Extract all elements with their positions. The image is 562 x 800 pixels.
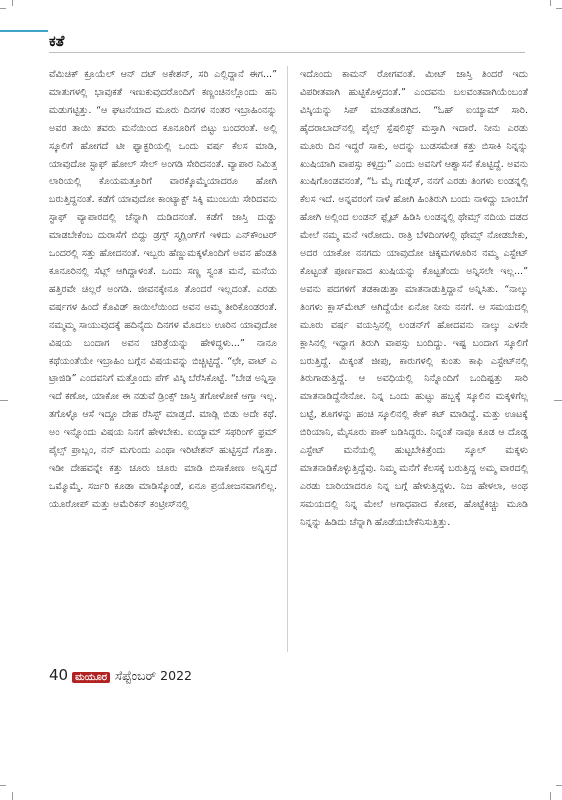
crop-mark	[556, 785, 562, 786]
crop-mark	[556, 8, 562, 9]
article-column-right	[300, 66, 528, 652]
page-number: 40	[49, 666, 69, 684]
crop-mark	[12, 0, 13, 6]
page-footer	[49, 666, 192, 688]
article-column-left	[49, 66, 277, 652]
crop-mark	[554, 400, 562, 401]
crop-mark	[0, 400, 8, 401]
section-title: ಕತೆ	[49, 32, 65, 50]
magazine-logo: ಮಯೂರ	[72, 672, 110, 683]
crop-mark	[550, 0, 551, 6]
header-accent-rule	[0, 30, 48, 32]
issue-date: ಸೆಪ್ಟೆಂಬರ್ 2022	[114, 668, 192, 683]
column-divider	[287, 66, 288, 652]
crop-mark	[0, 8, 6, 9]
article-text: ಇದೊಂದು ಕಾಮನ್ ರೋಗವಂತೆ. ಮೀಟ್ ಜಾಸ್ತಿ ತಿಂದರೆ ಇದು ವಿಪರೀತವಾಗಿ ಹುಟ್ಟಿಕೊಳ್ತದಂತೆ.” ಎಂದವನು ಬಲವಂತವಾಗಿಯೆಂಬಂತೆ ವಿಸ್ಕಿಯನ್ನು ಸಿಪ್ ಮಾಡತೊಡಗಿದ. “ಓಹ್ ಐಯ್ಯಾಮ್ ಸಾರಿ. ಹೈದರಾಬಾದ್‌ನಲ್ಲಿ ಪೈಲ್ಸ್ ಸ್ಪೆಷಲಿಸ್ಟ್ ಮಸ್ತಾಗಿ ಇದಾರೆ. ನೀನು ಎರಡು ಮೂರು ದಿನ ಇದ್ದರೆ ಸಾಕು, ಅದನ್ನು ಬುಡಸಮೇತ ಕತ್ತು ಬಿಸಾಕಿ ನಿನ್ನನ್ನು ಖುಷಿಯಾಗಿ ವಾಪಸ್ಸು ಕಳ್ಸಿದ್ರು” ಎಂದು ಅವನಿಗೆ ಆಶ್ವಾಸನೆ ಕೊಟ್ಟಿದ್ದೆ. ಅವನು ಖುಷಿಗೊಂಡವನಂತೆ, “ಓ ಮೈ ಗುಡ್ನೆಸ್, ನನಗೆ ಎರಡು ತಿಂಗಳು ಲಂಡನ್ನಲ್ಲಿ ಕೆಲಸ ಇದೆ. ಅನ್ನವರಂಗೆ ನಾಳೆ ಹೋಗಿ ಹಿಂತಿರುಗಿ ಬಂದು ನಾಳಿದ್ದು ಬಾಂಬೆಗೆ ಹೋಗಿ ಅಲ್ಲಿಂದ ಲಂಡನ್ ಫ್ಲೈಟ್ ಹಿಡಿಸಿ ಲಂಡನ್ನಲ್ಲಿ ಥೇಮ್ಸ್ ನದಿಯ ದಡದ ಮೇಲೆ ನಮ್ಮ ಮನೆ ಇರೋದು. ರಾತ್ರಿ ಬೆಳದಿಂಗಳಲ್ಲಿ ಥೇಮ್ಸ್ ನೋಡಬೇಕು, ಅದರ ಯಾಕೋ ನನಗದು ಯಾವುದೋ ಚಿಕ್ಕಮಗಳೂರಿನ ನಮ್ಮ ಎಸ್ಟೇಟ್ ಕೊಟ್ಟಂತೆ ಪೂರ್ಣವಾದ ಖುಷಿಯನ್ನು ಕೊಟ್ಟತೆಂದು ಅನ್ನಿಸಲೇ ಇಲ್ಲ...” ಅವನು ಪದಗಳಿಗೆ ತಡಕಾಡುತ್ತಾ ಮಾತನಾಡುತ್ತಿದ್ದಾನೆ ಅನ್ನಿಸಿತು. “ನಾಲ್ಕು ತಿಂಗಳು ಕ್ಲಾಸ್‌ಮೇಟ್ ಆಗಿದ್ದೆಯೇ ಏನೋ ನೀನು ನನಗೆ. ಆ ಸಮಯದಲ್ಲಿ ಮೂರು ವರ್ಷ ವಯಸ್ಸಿನಲ್ಲಿ ಲಂಡನ್‌ಗೆ ಹೋದವನು ನಾಲ್ಕು ಎಳನೇ ಕ್ಲಾಸಿನಲ್ಲಿ ಇದ್ದಾಗ ತಿರುಗಿ ವಾಪಸ್ಸು ಬಂದಿದ್ದು. ಇಷ್ಟ ಬಂದಾಗ ಸ್ಕೂಲಿಗೆ ಬರುತ್ತಿದ್ದೆ. ಮಿಕ್ಕಂತೆ ಜೀಪು, ಕಾರುಗಳಲ್ಲಿ ಕುಂತು ಕಾಫಿ ಎಸ್ಟೇಟ್‌ನಲ್ಲಿ ತಿರುಗಾಡುತ್ತಿದ್ದೆ. ಆ ಅವಧಿಯಲ್ಲಿ ನಿನ್ನೊಂದಿಗೆ ಒಂದಿಷ್ಟತ್ತು ಸಾರಿ ಮಾತನಾಡಿದ್ದೆನೇನೋ. ನಿನ್ನ ಒಂದು ಹುಟ್ಟು ಹಬ್ಬಕ್ಕೆ ಸ್ಕೂಲಿನ ಮಕ್ಕಳಿಗೆಲ್ಲ ಬಟ್ಟೆ, ಶೂಗಳನ್ನು ಹಂಚಿ ಸ್ಕೂಲಿನಲ್ಲಿ ಕೇಕ್ ಕಟ್ ಮಾಡಿದ್ದೆ. ಮತ್ತು ಊಟಕ್ಕೆ ಬಿರಿಯಾನಿ, ಮೈಸೂರು ಪಾಕ್ ಬಡಿಸಿದ್ದರು. ನಿನ್ನಂತೆ ನಾವೂ ಕೂಡ ಆ ದೊಡ್ಡ ಎಸ್ಟೇಟ್ ಮನೆಯಲ್ಲಿ ಹುಟ್ಟಬೇಕಿತ್ತೆಂದು ಸ್ಕೂಲ್ ಮಕ್ಕಳು ಮಾತನಾಡಿಕೊಳ್ಳುತ್ತಿದ್ದೆವು. ನಿಮ್ಮ ಮನೆಗೆ ಕೆಲಸಕ್ಕೆ ಬರುತ್ತಿದ್ದ ಅಮ್ಮ ವಾರದಲ್ಲಿ ಎರಡು ಬಾರಿಯಾದರೂ ನಿನ್ನ ಬಗ್ಗೆ ಹೇಳುತ್ತಿದ್ದಳು. ನಿಜ ಹೇಳಲಾ, ಅಂಥ ಸಮಯದಲ್ಲಿ ನಿನ್ನ ಮೇಲೆ ಅಗಾಧವಾದ ಕೋಪ, ಹೊಟ್ಟೆಕಿಚ್ಚು ಮೂಡಿ ನಿನ್ನನ್ನು ಹಿಡಿದು ಚೆನ್ನಾಗಿ ಹೊಡೆಯಬೇಕೆನಿಸುತ್ತಿತ್ತು.	[300, 69, 528, 528]
crop-mark	[550, 792, 551, 800]
crop-mark	[12, 792, 13, 800]
header-rule	[49, 52, 525, 53]
article-text: ವೆಮಿಚಿಕ್ ಕ್ರೂಯೆಲ್ ಆನ್ ದಟ್ ಅಕೇಶನ್, ಸರಿ ಎಲ್ಲಿದ್ದಾನೆ ಈಗ...” ಮಾತುಗಳಲ್ಲಿ ಭಾವುಕತೆ ಇಣುಕುವುದರೊಂದಿಗೆ ಕಣ್ಣಂಚಿನಲ್ಲೊಂದು ಹನಿ ಮಡುಗಟ್ಟಿತ್ತು. “ಆ ಘಟನೆಯಾದ ಮೂರು ದಿನಗಳ ನಂತರ ಇಬ್ರಾಹಿಂನನ್ನು ಅವರ ತಾಯಿ ತವರು ಮನೆಯಿಂದ ಕೂನೂರಿಗೆ ಬಿಟ್ಟು ಬಂದರಂತೆ. ಅಲ್ಲಿ ಸ್ಕೂಲಿಗೆ ಹೋಗದೆ ಟೀ ಫ್ಯಾಕ್ಟರಿಯಲ್ಲಿ ಒಂದು ವರ್ಷ ಕೆಲಸ ಮಾಡಿ, ಯಾವುದೋ ಸ್ಟಾಫ್ ಹೋಲ್ ಸೇಲ್ ಅಂಗಡಿ ಸೇರಿದನಂತೆ. ವ್ಯಾಪಾರ ನಿಮಿತ್ತ ಲಾರಿಯಲ್ಲಿ ಕೊಯಮತ್ತೂರಿಗೆ ವಾರಕ್ಕೊಮ್ಮೆಯಾದರೂ ಹೋಗಿ ಬರುತ್ತಿದ್ದನಂತೆ. ಕಡೆಗೆ ಯಾವುದೋ ಕಾಂಟ್ಯಾಕ್ಟ್ ಸಿಕ್ಕಿ ಮುಂಬಯಿ ಸೇರಿದವನು ಸ್ಟಾಫ್ ವ್ಯಾಪಾರದಲ್ಲಿ ಚೆನ್ನಾಗಿ ದುಡಿದನಂತೆ. ಕಡೆಗೆ ಜಾಸ್ತಿ ದುಡ್ಡು ಮಾಡಬೇಕೆಂಬ ದುರಾಸೆಗೆ ಬಿದ್ದು ಡ್ರಗ್ಸ್ ಸ್ಮಗ್ಲಿಂಗ್‌ಗೆ ಇಳಿದು ಎನ್‌ಕೌಂಟರ್ ಒಂದರಲ್ಲಿ ಸತ್ತು ಹೋದನಂತೆ. ಇಬ್ಬರು ಹೆಣ್ಣುಮಕ್ಕಳೊಂದಿಗೆ ಅವನ ಹೆಂಡತಿ ಕೂನೂರಿನಲ್ಲಿ ಸೆಟ್ಲ್ ಆಗಿದ್ದಾಳಂತೆ. ಒಂದು ಸಣ್ಣ ಸ್ವಂತ ಮನೆ, ಮನೆಯ ಹತ್ತಿರವೇ ಚಿಲ್ಲರೆ ಅಂಗಡಿ. ಜೀವನಕ್ಕೇನೂ ತೊಂದರೆ ಇಲ್ಲದಂತೆ. ಎರಡು ವರ್ಷಗಳ ಹಿಂದೆ ಕೊವಿಡ್ ಕಾಯಿಲೆಯಿಂದ ಅವನ ಅಮ್ಮ ತೀರಿಕೊಂಡರಂತೆ. ನಮ್ಮಮ್ಮ ಸಾಯುವುದಕ್ಕೆ ಹದಿನೈದು ದಿನಗಳ ಮೊದಲು ಊರಿನ ಯಾವುದೋ ವಿಷಯ ಬಂದಾಗ ಅವನ ಚರಿತ್ರೆಯನ್ನು ಹೇಳಿದ್ದಳು...” ನಾನೂ ಕಥೆಯಂತೆಯೇ ಇಬ್ರಾಹಿಂ ಬಗ್ಗೆನ ವಿಷಯವನ್ನು ಬಿಚ್ಚಿಟ್ಟಿದ್ದೆ. “ಛೇ, ವಾಟ್ ಎ ಟ್ರಾಜಿಡಿ” ಎಂದವನಿಗೆ ಮತ್ತೊಂದು ಪೆಗ್ ವಿಸ್ಕಿ ಬೆರೆಸಿಕೊಟ್ಟೆ. “ಬೇಡ ಅನ್ನಿಸ್ತಾ ಇದೆ ಕಣೋ, ಯಾಕೋ ಈ ನಡುವೆ ಡ್ರಿಂಕ್ಸ್ ಜಾಸ್ತಿ ತಗೋಳೋಕೆ ಆಗ್ತಾ ಇಲ್ಲ. ತಗೊಳ್ಳೊ ಆಸೆ ಇದ್ದೂ ದೇಹ ರೆಸಿಸ್ಟ್ ಮಾಡ್ತದೆ. ಮಾಡ್ಲಿ ಬಿಡು ಅದೇ ಕಥೆ. ಅಂ ಇನ್ನೊಂದು ವಿಷಯ ನಿನಗೆ ಹೇಳಬೇಕು. ಐಯ್ಯಾಮ್ ಸಫರಿಂಗ್ ಫ್ರಮ್ ಪೈಲ್ಸ್ ಪ್ರಾಬ್ಲಂ, ನನ್ ಮಗುಂದು ಎಂಥಾ ಇರಿಟೇಶನ್ ಹುಟ್ಟಿಸ್ತದೆ ಗೊತ್ತಾ. ಇಡೀ ದೇಹವನ್ನೇ ಕತ್ತು ಚೂರು ಚೂರು ಮಾಡಿ ಬಿಸಾಕೋಣ ಅನ್ನಿಸ್ತದೆ ಒಮ್ಮೊಮ್ಮೆ. ಸರ್ಜರಿ ಕೂಡಾ ಮಾಡಿಸ್ಕೊಂಡೆ, ಏನೂ ಪ್ರಯೋಜನವಾಗಲಿಲ್ಲ. ಯೂರೋಪ್ ಮತ್ತು ಅಮೆರಿಕನ್ ಕಂಟ್ರೀಸ್‌ನಲ್ಲಿ	[49, 69, 277, 510]
crop-mark	[0, 785, 6, 786]
